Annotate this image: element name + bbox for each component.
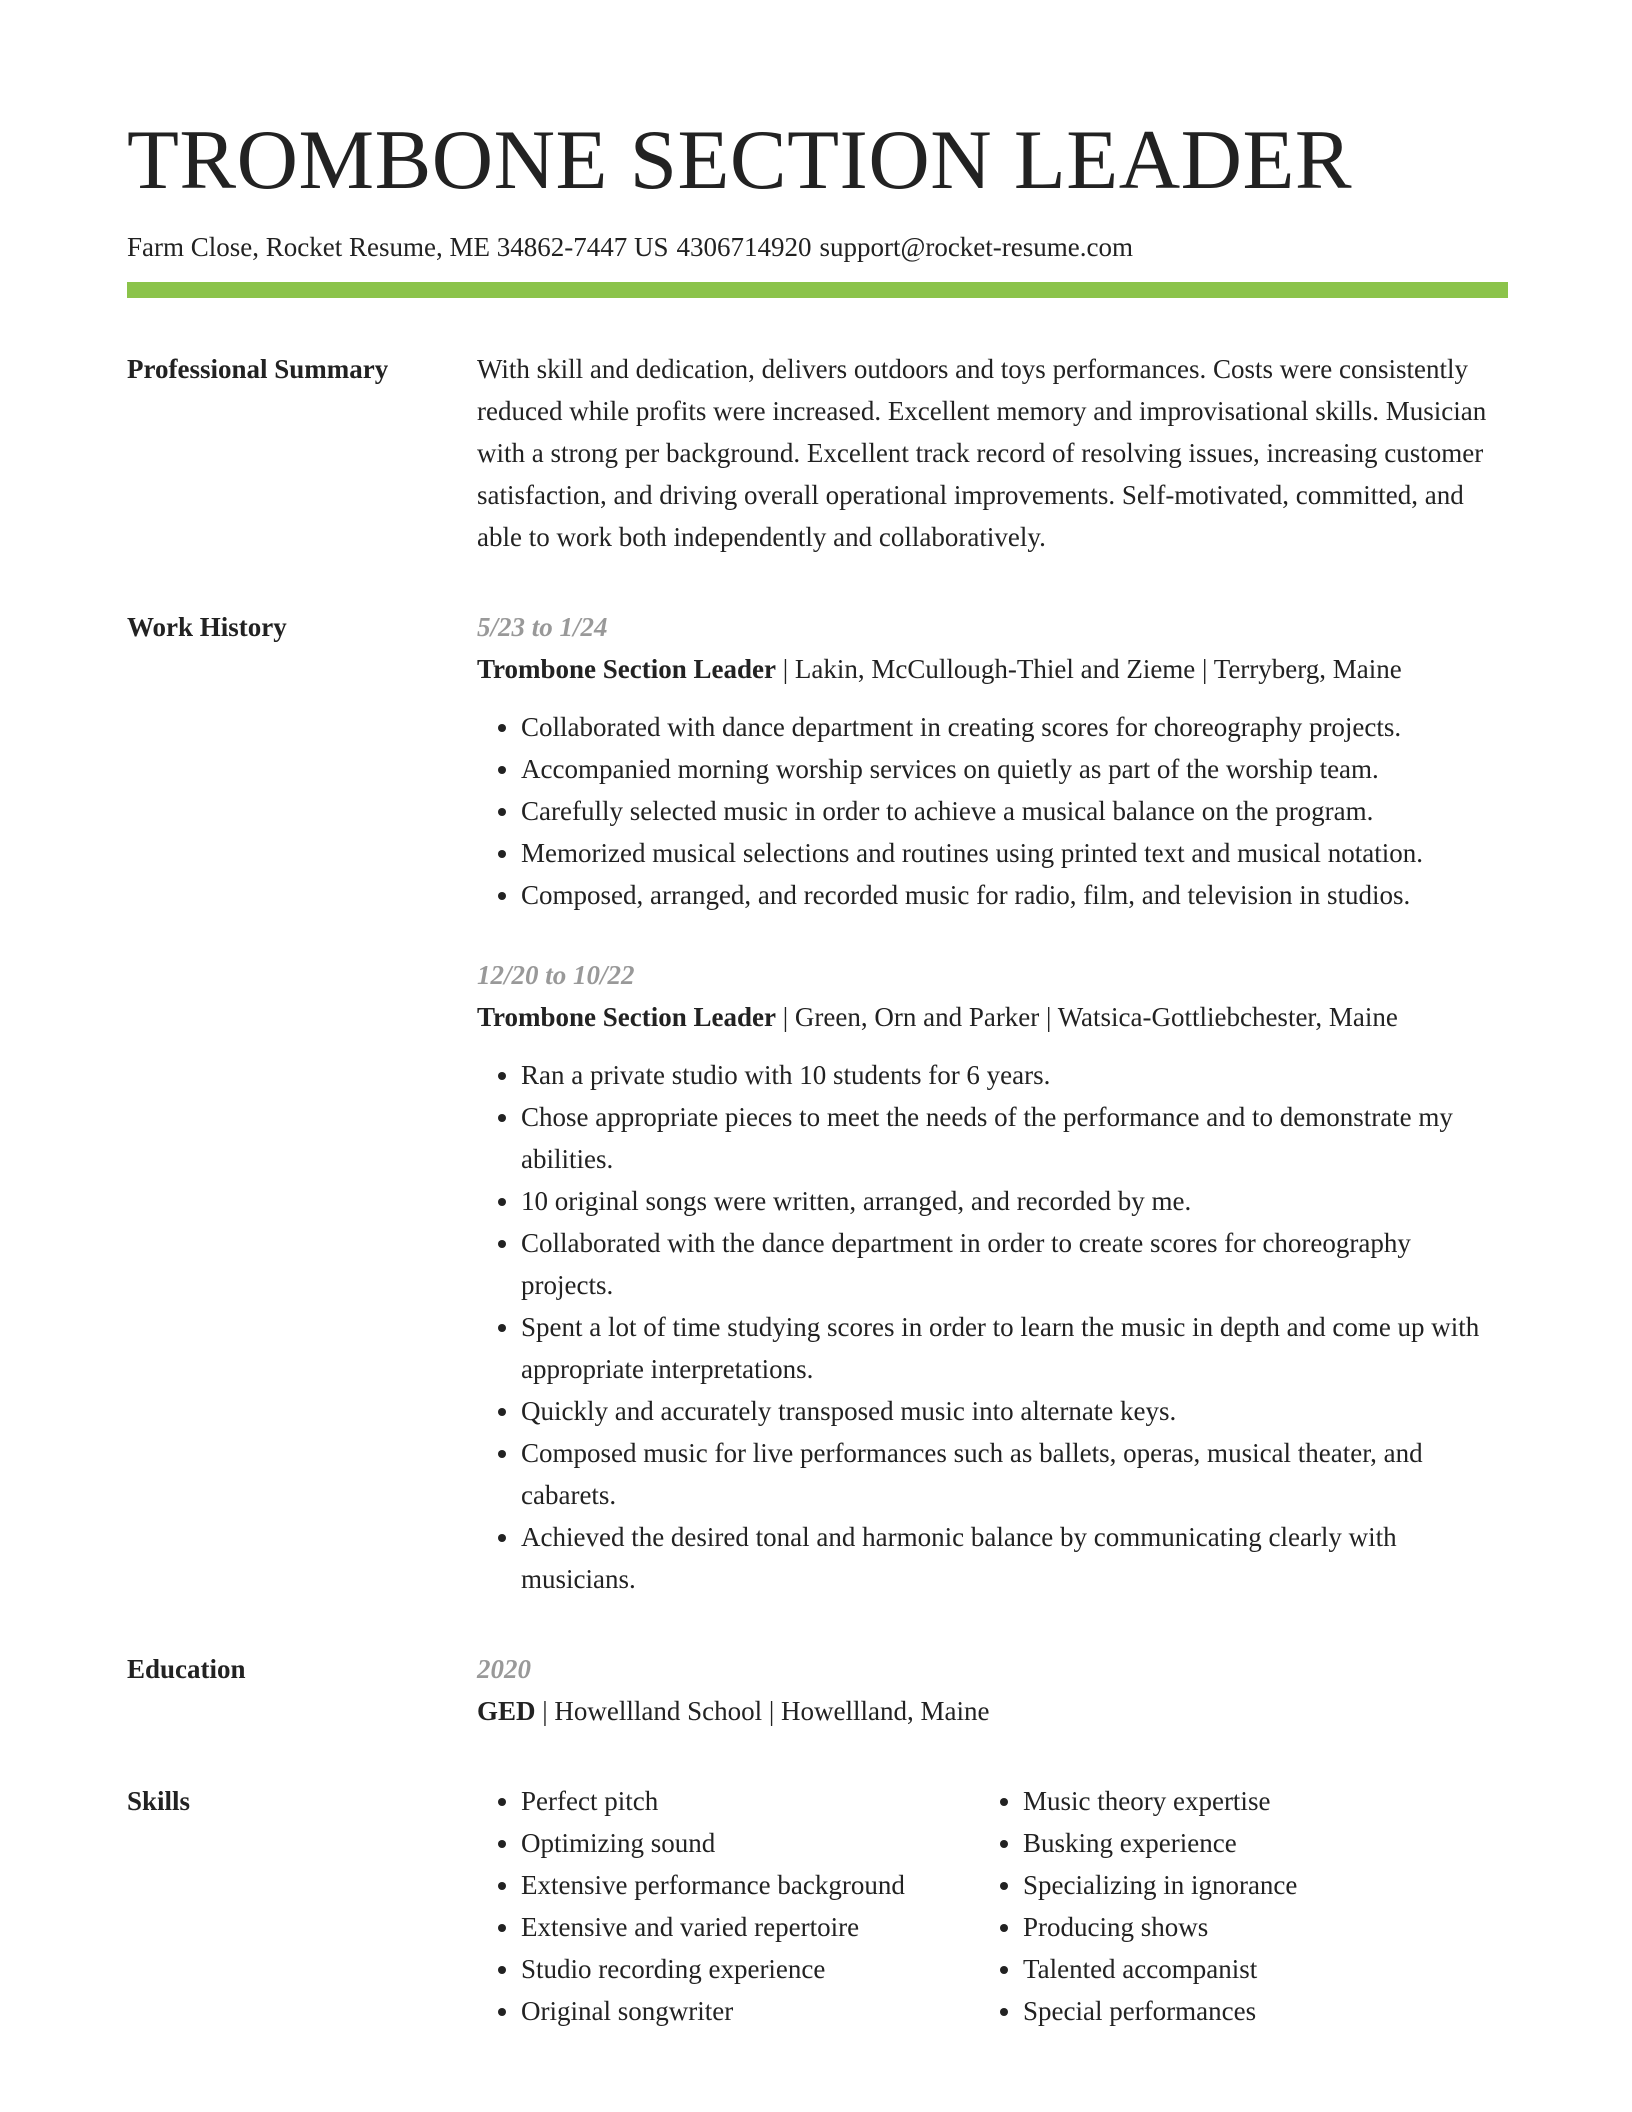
list-item: • Chose appropriate pieces to meet the needs of the performance and to demonstrate my abilities.: [521, 1096, 1508, 1180]
list-item: • Composed music for live performances such as ballets, operas, musical theater, and cabarets.: [521, 1432, 1508, 1516]
education-line: [477, 1690, 1508, 1732]
list-item: • Composed, arranged, and recorded music for radio, film, and television in studios.: [521, 874, 1508, 916]
accent-divider: [127, 282, 1508, 298]
skill-item: • Optimizing sound: [521, 1822, 979, 1864]
skill-item: • Perfect pitch: [521, 1780, 979, 1822]
job-entry: [477, 606, 1508, 916]
skill-item: • Producing shows: [1023, 1906, 1297, 1948]
skill-item: • Special performances: [1023, 1990, 1297, 2032]
skill-item: • Extensive performance background: [521, 1864, 979, 1906]
skills-heading: Skills: [127, 1786, 191, 1817]
job-dates: 12/20 to 10/22: [477, 960, 635, 991]
summary-section: [127, 348, 1508, 558]
job-heading: [477, 996, 1508, 1038]
list-item: • Ran a private studio with 10 students for 6 years.: [521, 1054, 1508, 1096]
list-item: • 10 original songs were written, arranged, and recorded by me.: [521, 1180, 1508, 1222]
list-item: • Quickly and accurately transposed music into alternate keys.: [521, 1390, 1508, 1432]
list-item: • Collaborated with dance department in creating scores for choreography projects.: [521, 706, 1508, 748]
education-heading: Education: [127, 1654, 246, 1685]
skill-item: • Extensive and varied repertoire: [521, 1906, 979, 1948]
job-bullets: [477, 1054, 1508, 1600]
education-school: | Howellland School | Howellland, Maine: [535, 1696, 990, 1727]
contact-phone: 4306714920: [676, 232, 812, 262]
contact-address: Farm Close, Rocket Resume, ME 34862-7447 US: [127, 232, 669, 262]
list-item: • Carefully selected music in order to achieve a musical balance on the program.: [521, 790, 1508, 832]
skill-item: • Original songwriter: [521, 1990, 979, 2032]
contact-line: [127, 231, 1508, 263]
skills-section: [127, 1780, 1508, 2032]
skills-column-left: [477, 1780, 979, 2032]
education-degree: GED: [477, 1696, 536, 1727]
job-title: Trombone Section Leader: [477, 1002, 776, 1033]
job-employer: | Lakin, McCullough-Thiel and Zieme | Terryberg, Maine: [775, 654, 1402, 685]
job-entry: [477, 954, 1508, 1600]
skill-item: • Studio recording experience: [521, 1948, 979, 1990]
resume-name: TROMBONE SECTION LEADER: [127, 113, 1353, 207]
education-section: [127, 1648, 1508, 1732]
skill-item: • Music theory expertise: [1023, 1780, 1297, 1822]
work-history-section: [127, 606, 1508, 1600]
skill-item: • Talented accompanist: [1023, 1948, 1297, 1990]
job-dates: 5/23 to 1/24: [477, 612, 608, 643]
skills-column-right: [979, 1780, 1297, 2032]
work-history-heading: Work History: [127, 612, 287, 643]
job-bullets: [477, 706, 1508, 916]
list-item: • Achieved the desired tonal and harmonic balance by communicating clearly with musicians.: [521, 1516, 1508, 1600]
skill-item: • Specializing in ignorance: [1023, 1864, 1297, 1906]
skill-item: • Busking experience: [1023, 1822, 1297, 1864]
education-date: 2020: [477, 1654, 531, 1685]
job-employer: | Green, Orn and Parker | Watsica-Gottliebchester, Maine: [775, 1002, 1398, 1033]
list-item: • Collaborated with the dance department in order to create scores for choreography projects.: [521, 1222, 1508, 1306]
list-item: • Spent a lot of time studying scores in order to learn the music in depth and come up with appropriate interpretations.: [521, 1306, 1508, 1390]
job-title: Trombone Section Leader: [477, 654, 776, 685]
job-heading: [477, 648, 1508, 690]
summary-text: With skill and dedication, delivers outdoors and toys performances. Costs were consistently reduced while profits were increased. Excellent memory and improvisational skills. Musician with a strong per background. Excellent track record of resolving issues, increasing customer satisfaction, and driving overall operational improvements. Self-motivated, committed, and able to work both independently and collaboratively.: [477, 354, 1487, 553]
list-item: • Memorized musical selections and routines using printed text and musical notation.: [521, 832, 1508, 874]
skills-grid: [477, 1780, 1508, 2032]
list-item: • Accompanied morning worship services on quietly as part of the worship team.: [521, 748, 1508, 790]
contact-email: support@rocket-resume.com: [819, 232, 1133, 262]
summary-heading: Professional Summary: [127, 354, 389, 385]
